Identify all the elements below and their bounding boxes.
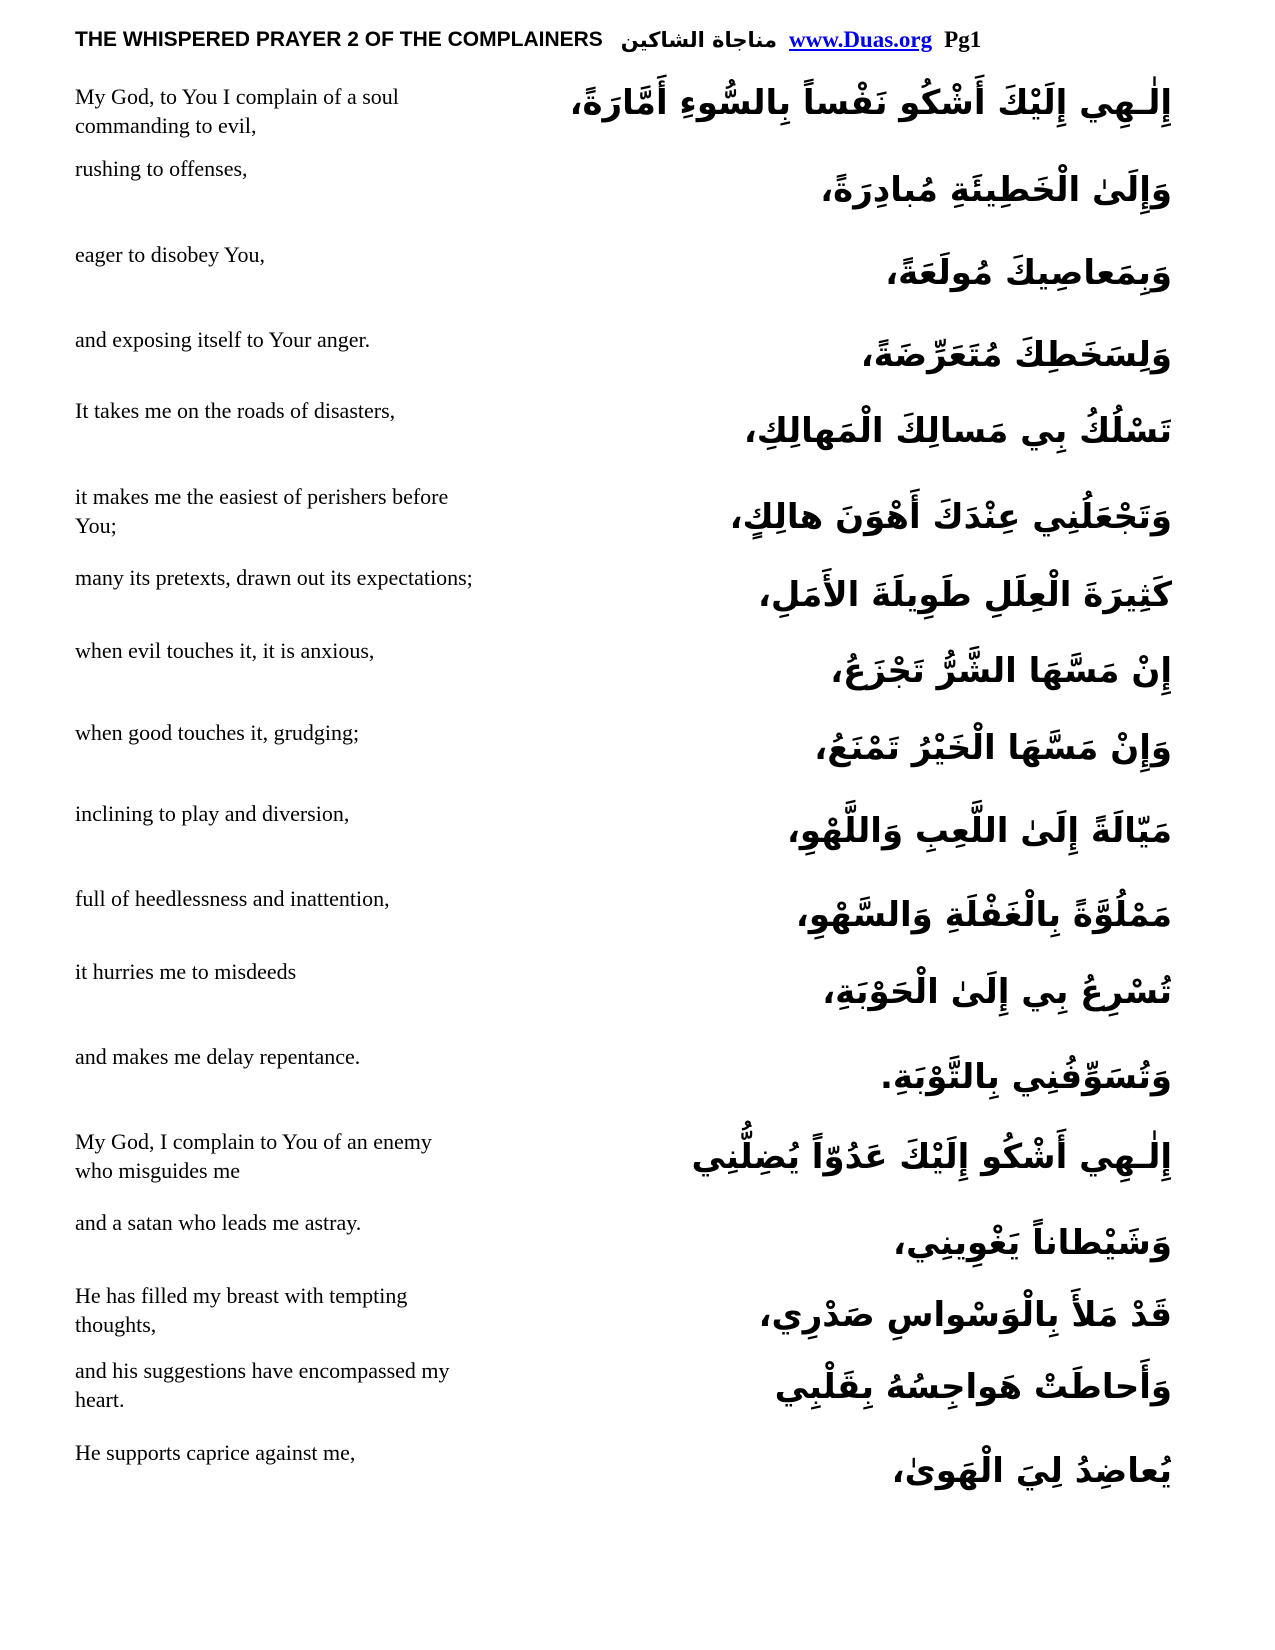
english-line: when evil touches it, it is anxious, (75, 638, 375, 663)
english-line: My God, to You I complain of a soul commanding to evil, (75, 84, 399, 138)
page-header (75, 22, 1200, 58)
english-line: it makes me the easiest of perishers before You; (75, 484, 449, 538)
arabic-line: وَإِلَىٰ الْخَطِيئَةِ مُبادِرَةً، (820, 170, 1172, 210)
english-line: and exposing itself to Your anger. (75, 327, 371, 352)
english-line: full of heedlessness and inattention, (75, 886, 390, 911)
duas-website-link[interactable]: www.Duas.org (789, 27, 933, 52)
arabic-line: كَثِيرَةَ الْعِلَلِ طَوِيلَةَ الأَمَلِ، (758, 575, 1172, 615)
english-line: and a satan who leads me astray. (75, 1210, 362, 1235)
arabic-line: وَتُسَوِّفُنِي بِالتَّوْبَةِ. (880, 1057, 1172, 1097)
english-line: when good touches it, grudging; (75, 720, 360, 745)
arabic-line: وَأَحاطَتْ هَواجِسُهُ بِقَلْبِي (774, 1367, 1172, 1407)
english-line: It takes me on the roads of disasters, (75, 398, 396, 423)
arabic-line: يُعاضِدُ لِيَ الْهَوىٰ، (891, 1451, 1172, 1491)
arabic-line: مَمْلُوَّةً بِالْغَفْلَةِ وَالسَّهْوِ، (795, 895, 1172, 935)
english-line: He supports caprice against me, (75, 1440, 356, 1465)
english-line: and makes me delay repentance. (75, 1044, 361, 1069)
arabic-line: وَإِنْ مَسَّهَا الْخَيْرُ تَمْنَعُ، (814, 728, 1172, 768)
arabic-line: وَتَجْعَلُنِي عِنْدَكَ أَهْوَنَ هالِكٍ، (729, 497, 1172, 537)
document-title-arabic: مناجاة الشاكين (620, 28, 778, 52)
english-line: rushing to offenses, (75, 156, 248, 181)
arabic-line: تَسْلُكُ بِي مَسالِكَ الْمَهالِكِ، (743, 411, 1172, 451)
arabic-line: إِنْ مَسَّهَا الشَّرُّ تَجْزَعُ، (830, 651, 1172, 691)
arabic-line: مَيّالَةً إِلَىٰ اللَّعِبِ وَاللَّهْوِ، (786, 811, 1172, 851)
arabic-line: وَشَيْطاناً يَغْوِينِي، (893, 1223, 1172, 1263)
arabic-line: إِلٰـهِي إِلَيْكَ أَشْكُو نَفْساً بِالسُّوءِ أَمَّارَةً، (569, 83, 1172, 123)
arabic-line: تُسْرِعُ بِي إِلَىٰ الْحَوْبَةِ، (822, 972, 1172, 1012)
page-number: Pg1 (944, 27, 982, 52)
english-line: and his suggestions have encompassed my heart. (75, 1358, 450, 1412)
arabic-line: قَدْ مَلأَ بِالْوَسْواسِ صَدْرِي، (758, 1295, 1172, 1335)
english-line: My God, I complain to You of an enemy who misguides me (75, 1129, 432, 1183)
english-line: inclining to play and diversion, (75, 801, 350, 826)
arabic-line: إِلٰـهِي أَشْكُو إِلَيْكَ عَدُوّاً يُضِلُّنِي (691, 1137, 1172, 1177)
english-line: eager to disobey You, (75, 242, 266, 267)
arabic-line: وَلِسَخَطِكَ مُتَعَرِّضَةً، (860, 335, 1172, 375)
document-title: THE WHISPERED PRAYER 2 OF THE COMPLAINERS (75, 28, 603, 51)
english-line: He has filled my breast with tempting thoughts, (75, 1283, 408, 1337)
english-line: many its pretexts, drawn out its expectations; (75, 565, 473, 590)
arabic-line: وَبِمَعاصِيكَ مُولَعَةً، (885, 253, 1172, 293)
english-line: it hurries me to misdeeds (75, 959, 297, 984)
